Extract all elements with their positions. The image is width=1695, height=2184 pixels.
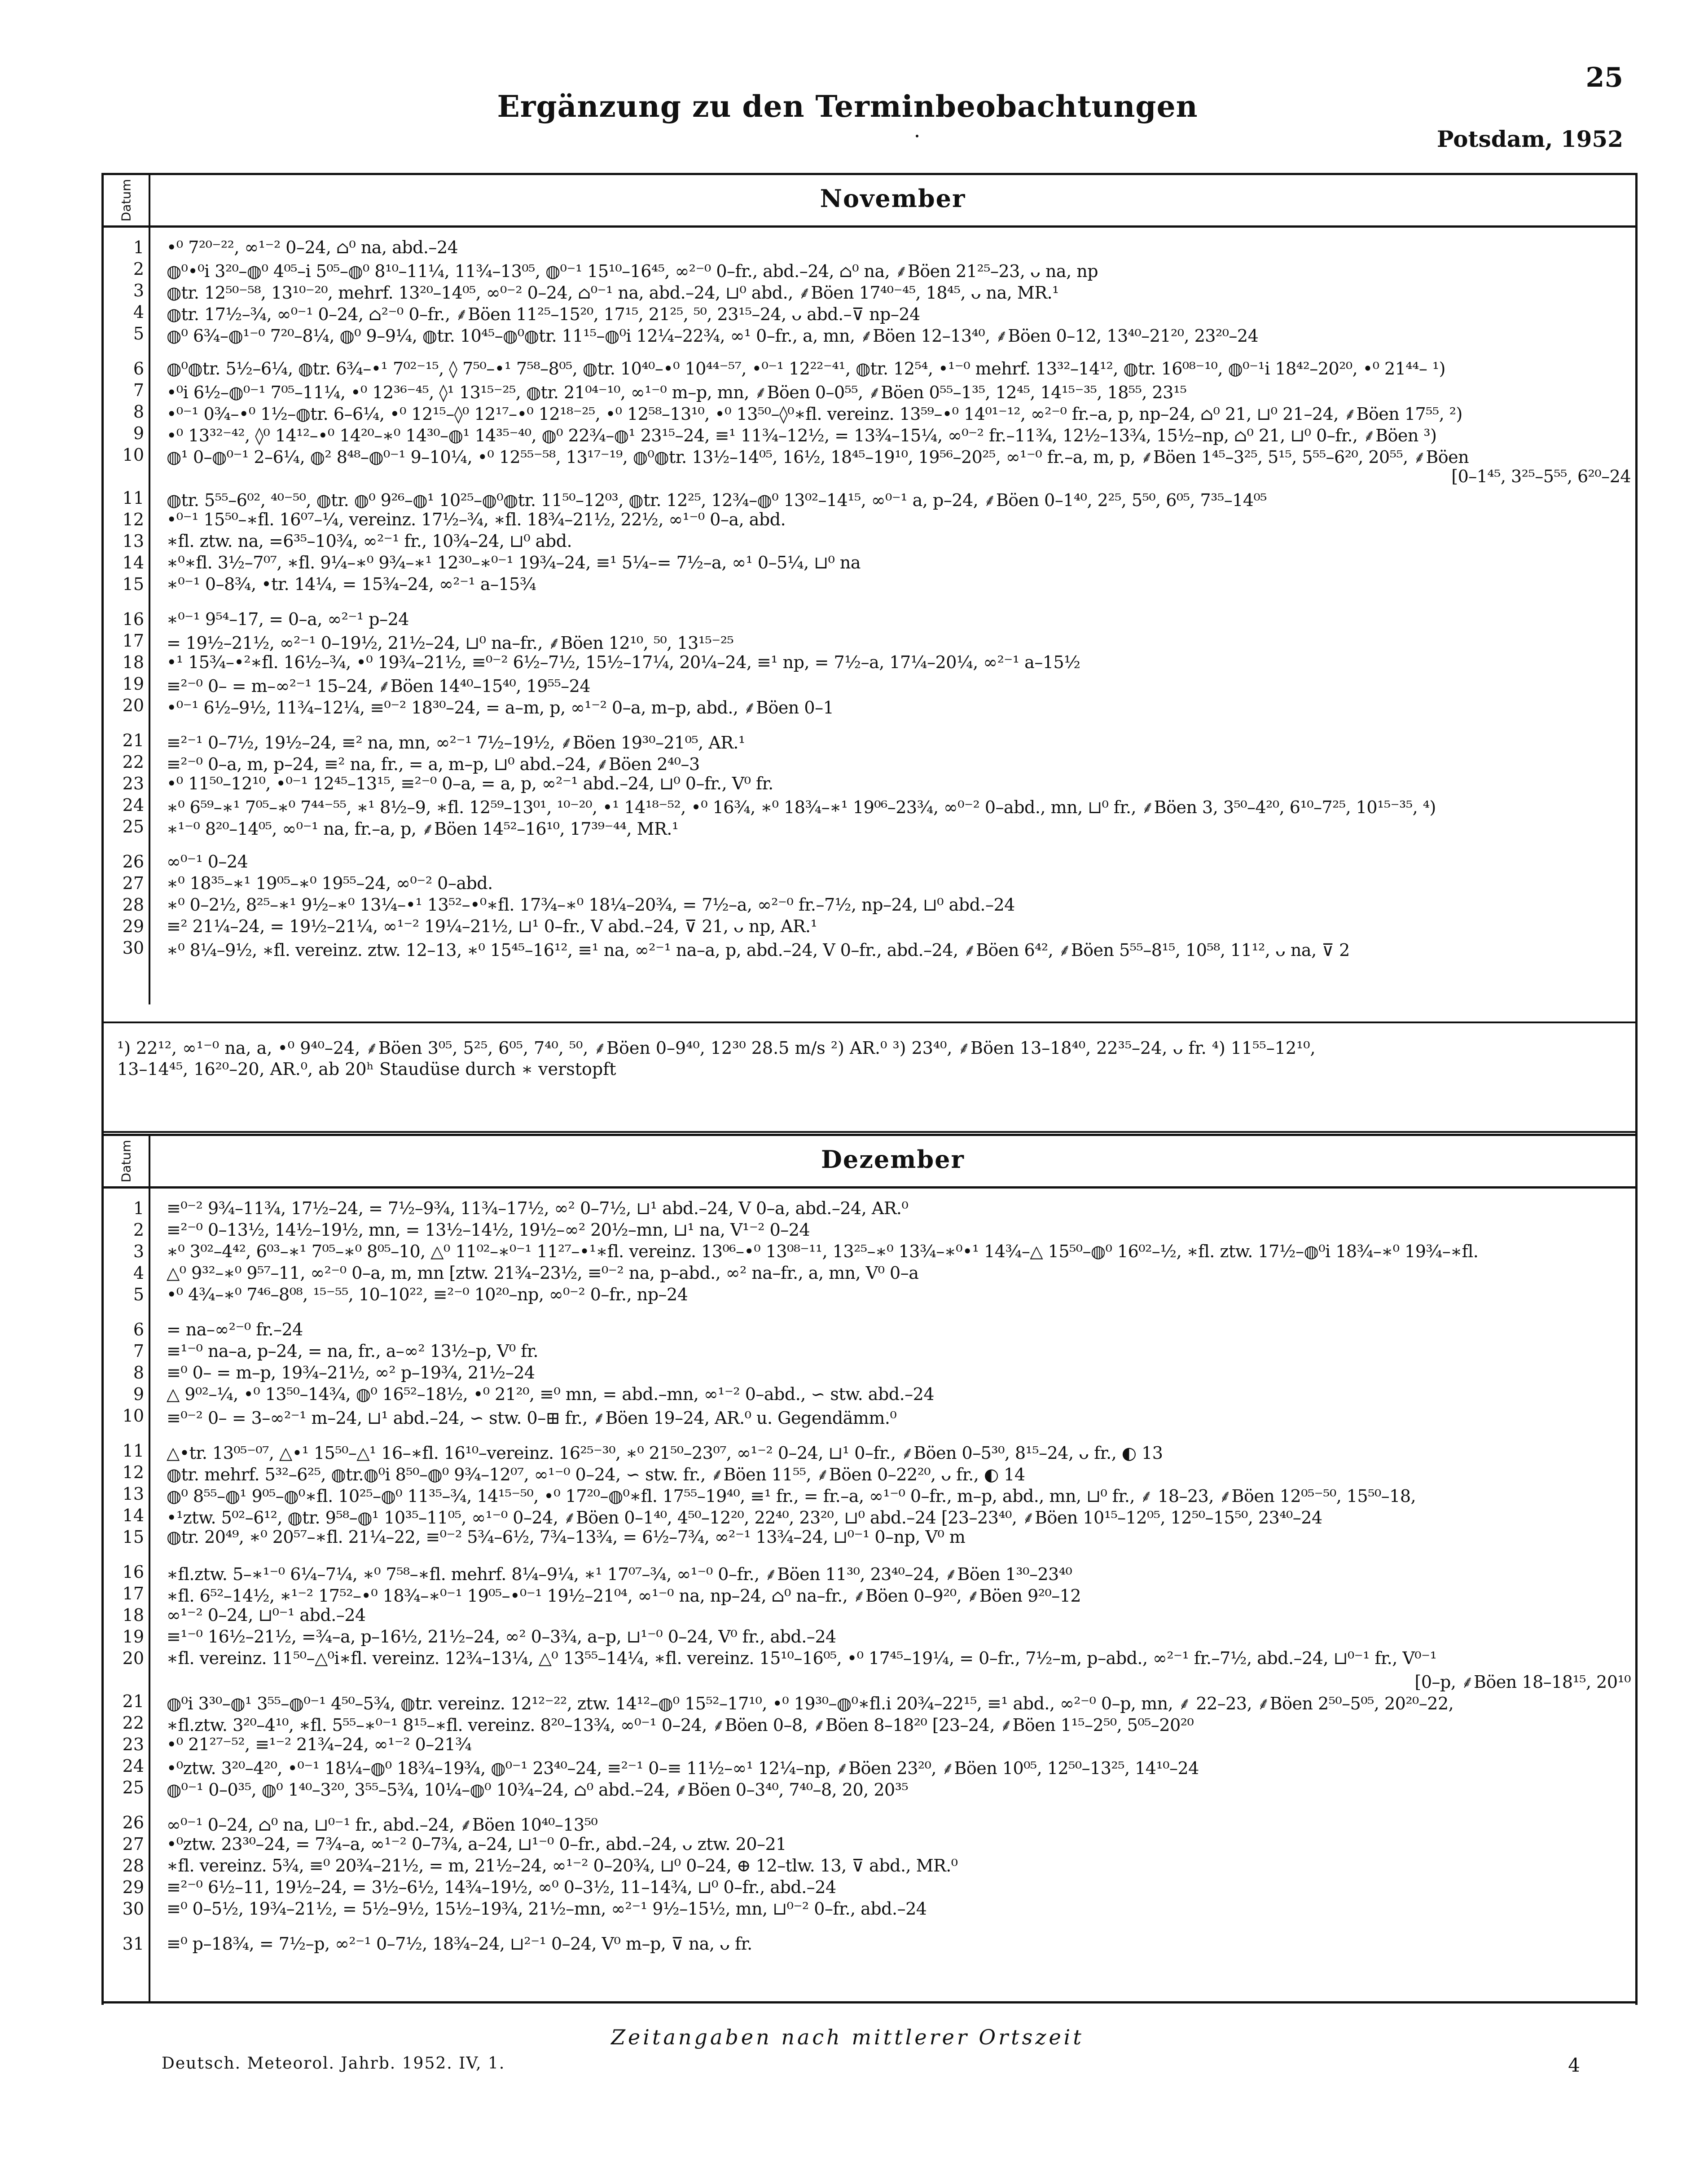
observation-entry: •⁰ 21²⁷⁻⁵², ≡¹⁻² 21¾–24, ∞¹⁻² 0–21¾ (167, 1735, 472, 1754)
day-number: 4 (133, 1263, 144, 1283)
table-row (104, 1690, 1635, 1711)
day-number: 3 (133, 281, 144, 300)
table-row (104, 400, 1635, 422)
observation-entry: = na–∞²⁻⁰ fr.–24 (167, 1320, 303, 1339)
observation-entry: ∗⁰⁻¹ 9⁵⁴–17, = 0–a, ∞²⁻¹ p–24 (167, 609, 409, 629)
table-row (104, 300, 1635, 322)
table-row (104, 1197, 1635, 1218)
table-row (104, 322, 1635, 346)
table-row (104, 1897, 1635, 1919)
table-row (104, 1240, 1635, 1261)
table-row (104, 629, 1635, 651)
day-number: 22 (122, 752, 144, 772)
table-row (104, 236, 1635, 257)
day-number: 11 (122, 488, 144, 508)
day-number: 21 (122, 731, 144, 750)
observation-entry: ∗⁰ 3⁰²–4⁴², 6⁰³–∗¹ 7⁰⁵–∗⁰ 8⁰⁵–10, △⁰ 11⁰²–∗⁰⁻¹ 11²⁷–•¹∗fl. vereinz. 13⁰⁶–•⁰ 13⁰⁸⁻¹¹, 13²⁵–∗⁰ 13¾–∗⁰•¹ 14¾–△ 15⁵⁰–◍⁰ 16⁰²–½, ∗fl. ztw. 17½–◍⁰i 18¾–∗⁰ 19¾–∗fl. (167, 1242, 1479, 1261)
table-row (104, 729, 1635, 753)
day-number: 30 (122, 938, 144, 958)
table-row (104, 551, 1635, 572)
observation-entry: ∗⁰∗fl. 3½–7⁰⁷, ∗fl. 9¼–∗⁰ 9¾–∗¹ 12³⁰–∗⁰⁻¹ 19¾–24, ≡¹ 5¼–= 7½–a, ∞¹ 0–5¼, ⊔⁰ na (167, 553, 861, 572)
observation-entry: ◍¹ 0–◍⁰⁻¹ 2–6¼, ◍² 8⁴⁸–◍⁰⁻¹ 9–10¼, •⁰ 12⁵⁵⁻⁵⁸, 13¹⁷⁻¹⁹, ◍⁰◍tr. 13½–14⁰⁵, 16½, 18⁴⁵–19¹⁰, 19⁵⁶–20²⁵, ∞¹⁻⁰ fr.–a, m, p, ⸙Böen 1⁴⁵–3²⁵, 5¹⁵, 5⁵⁵–6²⁰, 20⁵⁵, ⸙Böen (167, 447, 1469, 467)
day-number: 14 (122, 1506, 144, 1525)
observation-entry: = 19½–21½, ∞²⁻¹ 0–19½, 21½–24, ⊔⁰ na–fr., ⸙Böen 12¹⁰, ⁵⁰, 13¹⁵⁻²⁵ (167, 633, 734, 653)
observation-entry: ≡²⁻⁰ 0– = m–∞²⁻¹ 15–24, ⸙Böen 14⁴⁰–15⁴⁰, 19⁵⁵–24 (167, 676, 591, 696)
table-row (104, 1776, 1635, 1800)
day-number: 19 (122, 674, 144, 694)
footnote-line: ¹) 22¹², ∞¹⁻⁰ na, a, •⁰ 9⁴⁰–24, ⸙Böen 3⁰⁵, 5²⁵, 6⁰⁵, 7⁴⁰, ⁵⁰, ⸙Böen 0–9⁴⁰, 12³⁰ 28.5 m/s ²) AR.⁰ ³) 23⁴⁰, ⸙Böen 13–18⁴⁰, 22³⁵–24, ᴗ fr. ⁴) 11⁵⁵–12¹⁰, (117, 1038, 1316, 1058)
table-row (104, 1504, 1635, 1528)
observation-entry: •⁰ 4¾–∗⁰ 7⁴⁶–8⁰⁸, ¹⁵⁻⁵⁵, 10–10²², ≡²⁻⁰ 10²⁰–np, ∞⁰⁻² 0–fr., np–24 (167, 1285, 688, 1304)
day-number: 13 (122, 1484, 144, 1504)
table-row (104, 850, 1635, 872)
observation-entry: •⁰ 11⁵⁰–12¹⁰, •⁰⁻¹ 12⁴⁵–13¹⁵, ≡²⁻⁰ 0–a, = a, p, ∞²⁻¹ abd.–24, ⊔⁰ 0–fr., V⁰ fr. (167, 774, 773, 793)
table-row (104, 750, 1635, 772)
observation-entry: ≡⁰ 0– = m–p, 19¾–21½, ∞² p–19¾, 21½–24 (167, 1363, 535, 1383)
observation-entry: ≡²⁻⁰ 0–13½, 14½–19½, mn, = 13½–14½, 19½–∞² 20½–mn, ⊔¹ na, V¹⁻² 0–24 (167, 1220, 810, 1240)
table-row (104, 672, 1635, 694)
day-number: 8 (133, 1363, 144, 1383)
day-number: 18 (122, 1605, 144, 1625)
table-row (104, 936, 1635, 958)
table-row (104, 279, 1635, 303)
bottom-rule (104, 2001, 1635, 2003)
observation-entry: ◍⁰ 6¾–◍¹⁻⁰ 7²⁰–8¼, ◍⁰ 9–9¼, ◍tr. 10⁴⁵–◍⁰◍tr. 11¹⁵–◍⁰i 12¼–22¾, ∞¹ 0–fr., a, mn, ⸙Böen 12–13⁴⁰, ⸙Böen 0–12, 13⁴⁰–21²⁰, 23²⁰–24 (167, 326, 1259, 346)
table-row (104, 379, 1635, 400)
table-row (104, 1361, 1635, 1383)
table-row (104, 422, 1635, 443)
observation-entry: ◍tr. 20⁴⁹, ∗⁰ 20⁵⁷–∗fl. 21¼–22, ≡⁰⁻² 5¾–6½, 7¾–13¾, = 6½–7¾, ∞²⁻¹ 13¾–24, ⊔⁰⁻¹ 0–np, V⁰ m (167, 1527, 966, 1547)
observation-entry: ∗⁰⁻¹ 0–8¾, •tr. 14¼, = 15¾–24, ∞²⁻¹ a–15¾ (167, 574, 536, 594)
observation-entry: ∗fl. vereinz. 5¾, ≡⁰ 20¾–21½, = m, 21½–24, ∞¹⁻² 0–20¾, ⊔⁰ 0–24, ⊕ 12–tlw. 13, ⊽ abd., MR.⁰ (167, 1856, 958, 1876)
table-row (104, 872, 1635, 893)
day-number: 15 (122, 574, 144, 594)
day-number: 23 (122, 1735, 144, 1754)
day-number: 18 (122, 652, 144, 672)
day-number: 29 (122, 916, 144, 936)
observation-entry: ◍⁰⁻¹ 0–0³⁵, ◍⁰ 1⁴⁰–3²⁰, 3⁵⁵–5¾, 10¼–◍⁰ 10¾–24, ⌂⁰ abd.–24, ⸙Böen 0–3⁴⁰, 7⁴⁰–8, 20, 20³⁵ (167, 1780, 909, 1800)
dot-mark (916, 135, 918, 137)
table-row (104, 1754, 1635, 1776)
day-number: 28 (122, 895, 144, 915)
page-number: 25 (1585, 62, 1623, 93)
table-row (104, 443, 1635, 465)
table-row (104, 529, 1635, 551)
table-row (104, 486, 1635, 508)
table-row (104, 1876, 1635, 1897)
observation-entry: ∗fl.ztw. 3²⁰–4¹⁰, ∗fl. 5⁵⁵–∗⁰⁻¹ 8¹⁵–∗fl. vereinz. 8²⁰–13¾, ∞⁰⁻¹ 0–24, ⸙Böen 0–8, ⸙Böen 8–18²⁰ [23–24, ⸙Böen 1¹⁵–2⁵⁰, 5⁰⁵–20²⁰ (167, 1715, 1194, 1735)
day-number: 6 (133, 1320, 144, 1339)
day-number: 2 (133, 1220, 144, 1240)
day-number: 25 (122, 1778, 144, 1797)
table-row (104, 651, 1635, 672)
table-row (104, 893, 1635, 915)
observation-entry: ≡⁰⁻² 9¾–11¾, 17½–24, = 7½–9¾, 11¾–17½, ∞² 0–7½, ⊔¹ abd.–24, V 0–a, abd.–24, AR.⁰ (167, 1198, 909, 1218)
observation-entry: ≡⁰ 0–5½, 19¾–21½, = 5½–9½, 15½–19¾, 21½–mn, ∞²⁻¹ 9½–15½, mn, ⊔⁰⁻² 0–fr., abd.–24 (167, 1899, 927, 1919)
observation-entry: ◍⁰•⁰i 3²⁰–◍⁰ 4⁰⁵–i 5⁰⁵–◍⁰ 8¹⁰–11¼, 11¾–13⁰⁵, ◍⁰⁻¹ 15¹⁰–16⁴⁵, ∞²⁻⁰ 0–fr., abd.–24, ⌂⁰ na, ⸙Böen 21²⁵–23, ᴗ na, np (167, 261, 1098, 281)
observation-entry: •⁰⁻¹ 15⁵⁰–∗fl. 16⁰⁷–¼, vereinz. 17½–¾, ∗fl. 18¾–21½, 22½, ∞¹⁻⁰ 0–a, abd. (167, 510, 786, 529)
table-row (104, 1603, 1635, 1625)
footnote-line: 13–14⁴⁵, 16²⁰–20, AR.⁰, ab 20ʰ Staudüse durch ∗ verstopft (117, 1059, 616, 1079)
day-number: 7 (133, 380, 144, 400)
day-number: 13 (122, 531, 144, 551)
table-row (104, 572, 1635, 594)
observation-entry: [0–p, ⸙Böen 18–18¹⁵, 20¹⁰ (1414, 1672, 1631, 1692)
observation-entry: •¹ 15¾–•²∗fl. 16½–¾, •⁰ 19¾–21½, ≡⁰⁻² 6½–7½, 15½–17¼, 20¼–24, ≡¹ np, = 7½–a, 17¼–20¼, ∞²⁻¹ a–15½ (167, 652, 1080, 672)
day-number: 8 (133, 402, 144, 422)
table-row (104, 465, 1635, 486)
table-row (104, 915, 1635, 936)
observation-entry: ◍tr. mehrf. 5³²–6²⁵, ◍tr.◍⁰i 8⁵⁰–◍⁰ 9¾–12⁰⁷, ∞¹⁻⁰ 0–24, ∽ stw. fr., ⸙Böen 11⁵⁵, ⸙Böen 0–22²⁰, ᴗ fr., ◐ 14 (167, 1465, 1025, 1484)
observation-entry: ≡²⁻⁰ 0–a, m, p–24, ≡² na, fr., = a, m–p, ⊔⁰ abd.–24, ⸙Böen 2⁴⁰–3 (167, 754, 700, 774)
observation-entry: •⁰ 7²⁰⁻²², ∞¹⁻² 0–24, ⌂⁰ na, abd.–24 (167, 238, 458, 257)
day-number: 24 (122, 795, 144, 815)
observation-entry: △ 9⁰²–¼, •⁰ 13⁵⁰–14¾, ◍⁰ 16⁵²–18½, •⁰ 21²⁰, ≡⁰ mn, = abd.–mn, ∞¹⁻² 0–abd., ∽ stw. abd.–24 (167, 1384, 935, 1404)
table-row (104, 1525, 1635, 1547)
day-number: 16 (122, 609, 144, 629)
observation-entry: •⁰ 13³²⁻⁴², ◊⁰ 14¹²–•⁰ 14²⁰–∗⁰ 14³⁰–◍¹ 14³⁵⁻⁴⁰, ◍⁰ 22¾–◍¹ 23¹⁵–24, ≡¹ 11¾–12½, = 13¾–15¼, ∞⁰⁻² fr.–11¾, 12½–13¾, 15½–np, ⌂⁰ 21, ⊔⁰ 0–fr., ⸙Böen ³) (167, 426, 1437, 445)
day-number: 16 (122, 1562, 144, 1582)
day-number: 9 (133, 1384, 144, 1404)
month-title-december: Dezember (821, 1145, 965, 1174)
observation-entry: •⁰⁻¹ 0¾–•⁰ 1½–◍tr. 6–6¼, •⁰ 12¹⁵–◊⁰ 12¹⁷–•⁰ 12¹⁸⁻²⁵, •⁰ 12⁵⁸–13¹⁰, •⁰ 13⁵⁰–◊⁰∗fl. vereinz. 13⁵⁹–•⁰ 14⁰¹⁻¹², ∞²⁻⁰ fr.–a, p, np–24, ⌂⁰ 21, ⊔⁰ 21–24, ⸙Böen 17⁵⁵, ²) (167, 404, 1462, 424)
table-row (104, 1932, 1635, 1954)
table-row (104, 772, 1635, 793)
december-header (104, 1134, 1635, 1189)
table-row (104, 1733, 1635, 1754)
observation-entry: ∞⁰⁻¹ 0–24, ⌂⁰ na, ⊔⁰⁻¹ fr., abd.–24, ⸙Böen 10⁴⁰–13⁵⁰ (167, 1815, 598, 1835)
day-number: 27 (122, 1834, 144, 1854)
observation-entry: •⁰i 6½–◍⁰⁻¹ 7⁰⁵–11¼, •⁰ 12³⁶⁻⁴⁵, ◊¹ 13¹⁵⁻²⁵, ◍tr. 21⁰⁴⁻¹⁰, ∞¹⁻⁰ m–p, mn, ⸙Böen 0–0⁵⁵, ⸙Böen 0⁵⁵–1³⁵, 12⁴⁵, 14¹⁵⁻³⁵, 18⁵⁵, 23¹⁵ (167, 383, 1187, 402)
day-number: 30 (122, 1899, 144, 1919)
observation-entry: ∗⁰ 8¼–9½, ∗fl. vereinz. ztw. 12–13, ∗⁰ 15⁴⁵–16¹², ≡¹ na, ∞²⁻¹ na–a, p, abd.–24, V 0–fr., abd.–24, ⸙Böen 6⁴², ⸙Böen 5⁵⁵–8¹⁵, 10⁵⁸, 11¹², ᴗ na, ⊽ 2 (167, 940, 1350, 960)
day-number: 10 (122, 445, 144, 465)
day-number: 11 (122, 1441, 144, 1461)
table-row (104, 1339, 1635, 1361)
day-number: 12 (122, 510, 144, 529)
observation-entry: ≡⁰ p–18¾, = 7½–p, ∞²⁻¹ 0–7½, 18¾–24, ⊔²⁻¹ 0–24, V⁰ m–p, ⊽ na, ᴗ fr. (167, 1934, 752, 1954)
november-header (104, 173, 1635, 228)
day-number: 22 (122, 1713, 144, 1733)
day-number: 17 (122, 631, 144, 651)
table-frame (101, 173, 1638, 2005)
day-number: 12 (122, 1462, 144, 1482)
observation-entry: ∞⁰⁻¹ 0–24 (167, 852, 248, 872)
day-number: 20 (122, 696, 144, 715)
day-number: 17 (122, 1584, 144, 1603)
table-row (104, 1647, 1635, 1668)
day-number: 3 (133, 1242, 144, 1261)
observation-entry: ∞¹⁻² 0–24, ⊔⁰⁻¹ abd.–24 (167, 1605, 366, 1625)
observation-entry: △•tr. 13⁰⁵⁻⁰⁷, △•¹ 15⁵⁰–△¹ 16–∗fl. 16¹⁰–vereinz. 16²⁵⁻³⁰, ∗⁰ 21⁵⁰–23⁰⁷, ∞¹⁻² 0–24, ⊔¹ 0–fr., ⸙Böen 0–5³⁰, 8¹⁵–24, ᴗ fr., ◐ 13 (167, 1443, 1163, 1463)
day-number: 19 (122, 1627, 144, 1647)
day-number: 6 (133, 359, 144, 379)
observation-entry: ∗fl. ztw. na, =6³⁵–10¾, ∞²⁻¹ fr., 10¾–24, ⊔⁰ abd. (167, 531, 572, 551)
table-row (104, 1318, 1635, 1339)
table-row (104, 1668, 1635, 1690)
day-number: 20 (122, 1648, 144, 1668)
table-row (104, 1854, 1635, 1876)
table-row (104, 1482, 1635, 1504)
day-number: 1 (133, 238, 144, 257)
table-row (104, 1218, 1635, 1240)
table-row (104, 508, 1635, 529)
day-number: 9 (133, 423, 144, 443)
table-row (104, 1582, 1635, 1606)
day-number: 1 (133, 1198, 144, 1218)
table-row (104, 1461, 1635, 1482)
observation-entry: ◍tr. 17½–¾, ∞⁰⁻¹ 0–24, ⌂²⁻⁰ 0–fr., ⸙Böen 11²⁵–15²⁰, 17¹⁵, 21²⁵, ⁵⁰, 23¹⁵–24, ᴗ abd.–⊽ np–24 (167, 304, 920, 324)
observation-entry: ∗fl. 6⁵²–14½, ∗¹⁻² 17⁵²–•⁰ 18¾–∗⁰⁻¹ 19⁰⁵–•⁰⁻¹ 19½–21⁰⁴, ∞¹⁻⁰ na, np–24, ⌂⁰ na–fr., ⸙Böen 0–9²⁰, ⸙Böen 9²⁰–12 (167, 1586, 1081, 1606)
observation-entry: ◍⁰◍tr. 5½–6¼, ◍tr. 6¾–•¹ 7⁰²⁻¹⁵, ◊ 7⁵⁰–•¹ 7⁵⁸–8⁰⁵, ◍tr. 10⁴⁰–•⁰ 10⁴⁴⁻⁵⁷, •⁰⁻¹ 12²²⁻⁴¹, ◍tr. 12⁵⁴, •¹⁻⁰ mehrf. 13³²–14¹², ◍tr. 16⁰⁸⁻¹⁰, ◍⁰⁻¹i 18⁴²–20²⁰, •⁰ 21⁴⁴– ¹) (167, 359, 1445, 379)
day-number: 31 (122, 1934, 144, 1954)
table-row (104, 1283, 1635, 1304)
datum-header-cell (104, 175, 150, 225)
day-number: 5 (133, 324, 144, 343)
observation-entry: ≡¹⁻⁰ 16½–21½, =¾–a, p–16½, 21½–24, ∞² 0–3¾, a–p, ⊔¹⁻⁰ 0–24, V⁰ fr., abd.–24 (167, 1627, 836, 1647)
table-row (104, 257, 1635, 279)
table-row (104, 694, 1635, 718)
observation-entry: ≡¹⁻⁰ na–a, p–24, = na, fr., a–∞² 13½–p, V⁰ fr. (167, 1341, 538, 1361)
table-row (104, 1560, 1635, 1582)
day-number: 26 (122, 852, 144, 872)
month-title-november: November (820, 184, 966, 213)
table-row (104, 793, 1635, 815)
observation-entry: ◍tr. 5⁵⁵–6⁰², ⁴⁰⁻⁵⁰, ◍tr. ◍⁰ 9²⁶–◍¹ 10²⁵–◍⁰◍tr. 11⁵⁰–12⁰³, ◍tr. 12²⁵, 12¾–◍⁰ 13⁰²–14¹⁵, ∞⁰⁻¹ a, p–24, ⸙Böen 0–1⁴⁰, 2²⁵, 5⁵⁰, 6⁰⁵, 7³⁵–14⁰⁵ (167, 490, 1267, 510)
table-row (104, 1439, 1635, 1461)
day-number: 28 (122, 1856, 144, 1876)
day-number: 5 (133, 1285, 144, 1304)
table-row (104, 1404, 1635, 1426)
observation-entry: •⁰ztw. 3²⁰–4²⁰, •⁰⁻¹ 18¼–◍⁰ 18¾–19¾, ◍⁰⁻¹ 23⁴⁰–24, ≡²⁻¹ 0–≡ 11½–∞¹ 12¼–np, ⸙Böen 23²⁰, ⸙Böen 10⁰⁵, 12⁵⁰–13²⁵, 14¹⁰–24 (167, 1758, 1199, 1778)
day-number: 14 (122, 553, 144, 572)
table-row (104, 357, 1635, 379)
november-footnotes (104, 1022, 1635, 1133)
datum-header-cell (104, 1136, 150, 1186)
observation-entry: ≡²⁻⁰ 6½–11, 19½–24, = 3½–6½, 14¾–19½, ∞⁰ 0–3½, 11–14¾, ⊔⁰ 0–fr., abd.–24 (167, 1877, 836, 1897)
day-number: 29 (122, 1877, 144, 1897)
day-number: 26 (122, 1813, 144, 1832)
observation-entry: △⁰ 9³²–∗⁰ 9⁵⁷–11, ∞²⁻⁰ 0–a, m, mn [ztw. 21¾–23½, ≡⁰⁻² na, p–abd., ∞² na–fr., a, mn, V⁰ 0–a (167, 1263, 919, 1283)
table-row (104, 1711, 1635, 1733)
day-number: 24 (122, 1756, 144, 1776)
day-number: 10 (122, 1406, 144, 1426)
observation-entry: ∗¹⁻⁰ 8²⁰–14⁰⁵, ∞⁰⁻¹ na, fr.–a, p, ⸙Böen 14⁵²–16¹⁰, 17³⁹⁻⁴⁴, MR.¹ (167, 819, 679, 839)
day-number: 2 (133, 259, 144, 279)
table-row (104, 815, 1635, 837)
observation-entry: ≡² 21¼–24, = 19½–21¼, ∞¹⁻² 19¼–21½, ⊔¹ 0–fr., V abd.–24, ⊽ 21, ᴗ np, AR.¹ (167, 916, 817, 936)
datum-label: Datum (119, 1140, 134, 1183)
observation-entry: ◍⁰ 8⁵⁵–◍¹ 9⁰⁵–◍⁰∗fl. 10²⁵–◍⁰ 11³⁵–¾, 14¹⁵⁻⁵⁰, •⁰ 17²⁰–◍⁰∗fl. 17⁵⁵–19⁴⁰, ≡¹ fr., = fr.–a, ∞¹⁻⁰ 0–fr., m–p, abd., mn, ⊔⁰ fr., ⸙ 18–23, ⸙Böen 12⁰⁵⁻⁵⁰, 15⁵⁰–18, (167, 1486, 1416, 1506)
observation-entry: ◍tr. 12⁵⁰⁻⁵⁸, 13¹⁰⁻²⁰, mehrf. 13²⁰–14⁰⁵, ∞⁰⁻² 0–24, ⌂⁰⁻¹ na, abd.–24, ⊔⁰ abd., ⸙Böen 17⁴⁰⁻⁴⁵, 18⁴⁵, ᴗ na, MR.¹ (167, 283, 1059, 303)
day-number: 7 (133, 1341, 144, 1361)
sheet-number: 4 (1568, 2054, 1580, 2076)
table-row (104, 608, 1635, 629)
observation-entry: •¹ztw. 5⁰²–6¹², ◍tr. 9⁵⁸–◍¹ 10³⁵–11⁰⁵, ∞¹⁻⁰ 0–24, ⸙Böen 0–1⁴⁰, 4⁵⁰–12²⁰, 22⁴⁰, 23²⁰, ⊔⁰ abd.–24 [23–23⁴⁰, ⸙Böen 10¹⁵–12⁰⁵, 12⁵⁰–15⁵⁰, 23⁴⁰–24 (167, 1508, 1322, 1528)
source-citation: Deutsch. Meteorol. Jahrb. 1952. IV, 1. (162, 2054, 505, 2073)
observation-entry: ∗⁰ 0–2½, 8²⁵–∗¹ 9½–∗⁰ 13¼–•¹ 13⁵²–•⁰∗fl. 17¾–∗⁰ 18¼–20¾, = 7½–a, ∞²⁻⁰ fr.–7½, np–24, ⊔⁰ abd.–24 (167, 895, 1015, 915)
station-label: Potsdam, 1952 (1436, 126, 1623, 152)
observation-entry: ∗⁰ 18³⁵–∗¹ 19⁰⁵–∗⁰ 19⁵⁵–24, ∞⁰⁻² 0–abd. (167, 873, 493, 893)
observation-entry: ◍⁰i 3³⁰–◍¹ 3⁵⁵–◍⁰⁻¹ 4⁵⁰–5¾, ◍tr. vereinz. 12¹²⁻²², ztw. 14¹²–◍⁰ 15⁵²–17¹⁰, •⁰ 19³⁰–◍⁰∗fl.i 20¾–22¹⁵, ≡¹ abd., ∞²⁻⁰ 0–p, mn, ⸙ 22–23, ⸙Böen 2⁵⁰–5⁰⁵, 20²⁰–22, (167, 1694, 1454, 1713)
datum-label: Datum (119, 179, 134, 222)
day-number: 23 (122, 774, 144, 793)
day-number: 15 (122, 1527, 144, 1547)
observation-entry: ≡²⁻¹ 0–7½, 19½–24, ≡² na, mn, ∞²⁻¹ 7½–19½, ⸙Böen 19³⁰–21⁰⁵, AR.¹ (167, 733, 745, 753)
day-number: 4 (133, 302, 144, 322)
table-row (104, 1625, 1635, 1647)
table-row (104, 1383, 1635, 1404)
table-row (104, 1811, 1635, 1835)
observation-entry: ∗⁰ 6⁵⁹–∗¹ 7⁰⁵–∗⁰ 7⁴⁴⁻⁵⁵, ∗¹ 8½–9, ∗fl. 12⁵⁹–13⁰¹, ¹⁰⁻²⁰, •¹ 14¹⁸⁻⁵², •⁰ 16¾, ∗⁰ 18¾–∗¹ 19⁰⁶–23¾, ∞⁰⁻² 0–abd., mn, ⊔⁰ fr., ⸙Böen 3, 3⁵⁰–4²⁰, 6¹⁰–7²⁵, 10¹⁵⁻³⁵, ⁴) (167, 797, 1436, 817)
day-number: 25 (122, 817, 144, 837)
time-note: Zeitangaben nach mittlerer Ortszeit (611, 2025, 1084, 2049)
observation-entry: •⁰ztw. 23³⁰–24, = 7¾–a, ∞¹⁻² 0–7¾, a–24, ⊔¹⁻⁰ 0–fr., abd.–24, ᴗ ztw. 20–21 (167, 1834, 786, 1854)
table-row (104, 1261, 1635, 1283)
observation-entry: [0–1⁴⁵, 3²⁵–5⁵⁵, 6²⁰–24 (1451, 467, 1631, 486)
observation-entry: ≡⁰⁻² 0– = 3–∞²⁻¹ m–24, ⊔¹ abd.–24, ∽ stw. 0–⊞ fr., ⸙Böen 19–24, AR.⁰ u. Gegendämm.⁰ (167, 1408, 897, 1428)
page-title: Ergänzung zu den Terminbeobachtungen (497, 89, 1198, 124)
observation-entry: ∗fl. vereinz. 11⁵⁰–△⁰i∗fl. vereinz. 12¾–13¼, △⁰ 13⁵⁵–14¼, ∗fl. vereinz. 15¹⁰–16⁰⁵, •⁰ 17⁴⁵–19¼, = 0–fr., 7½–m, p–abd., ∞²⁻¹ fr.–7½, abd.–24, ⊔⁰⁻¹ fr., V⁰⁻¹ (167, 1648, 1437, 1668)
table-row (104, 1832, 1635, 1854)
observation-entry: ∗fl.ztw. 5–∗¹⁻⁰ 6¼–7¼, ∗⁰ 7⁵⁸–∗fl. mehrf. 8¼–9¼, ∗¹ 17⁰⁷–¾, ∞¹⁻⁰ 0–fr., ⸙Böen 11³⁰, 23⁴⁰–24, ⸙Böen 1³⁰–23⁴⁰ (167, 1564, 1072, 1584)
day-number: 21 (122, 1691, 144, 1711)
day-number: 27 (122, 873, 144, 893)
observation-entry: •⁰⁻¹ 6½–9½, 11¾–12¼, ≡⁰⁻² 18³⁰–24, = a–m, p, ∞¹⁻² 0–a, m–p, abd., ⸙Böen 0–1 (167, 698, 834, 718)
